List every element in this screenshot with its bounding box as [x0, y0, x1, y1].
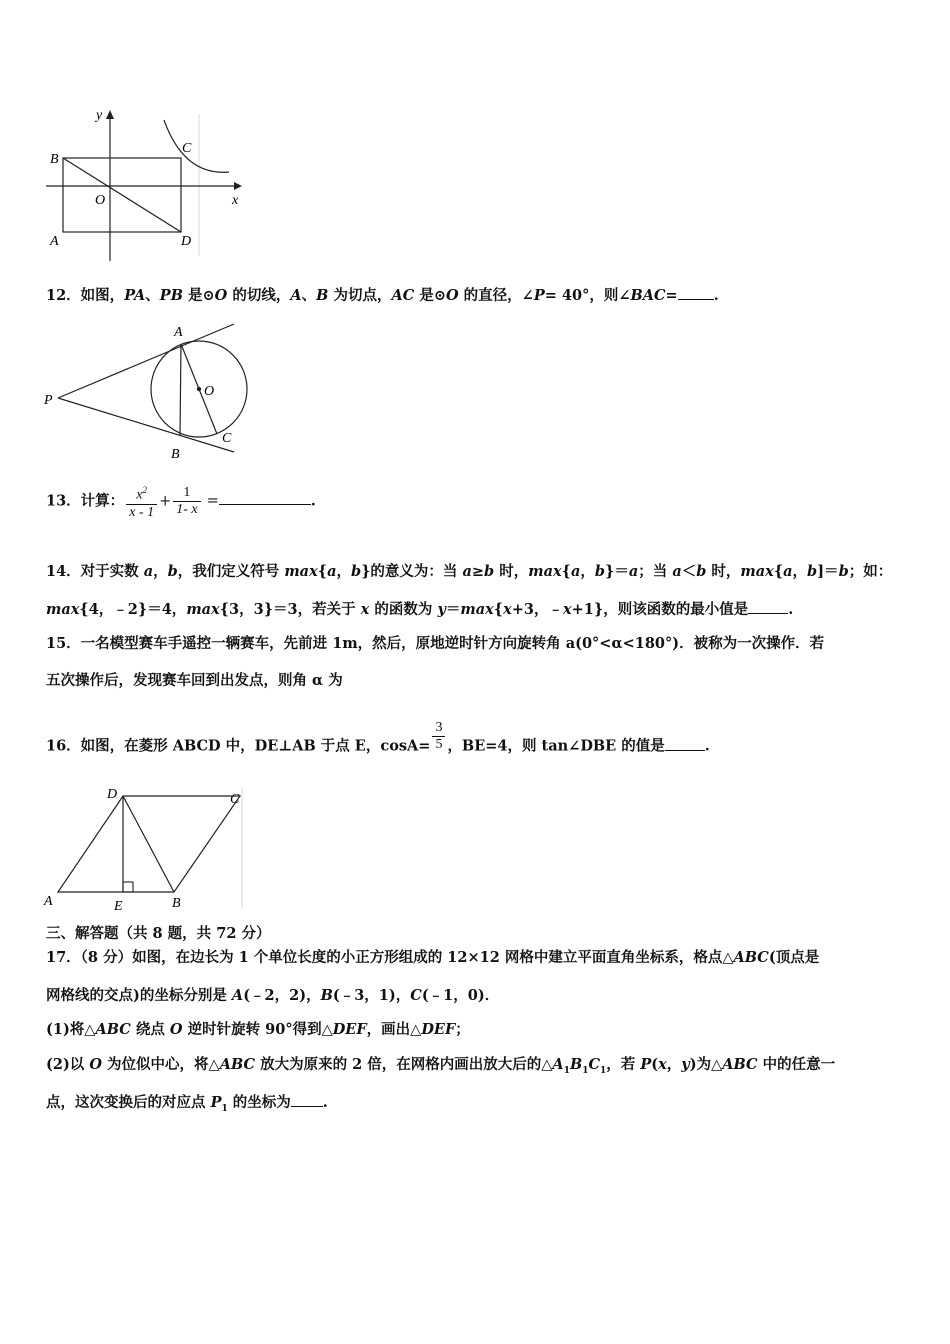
q14.line2-run: max — [186, 601, 220, 618]
q14.line1-run: max — [284, 563, 318, 580]
q17.line3-run: 绕点 — [130, 1021, 170, 1038]
label-x: x — [232, 193, 239, 208]
q14.line2-run: max — [460, 601, 494, 618]
figure-q16 — [42, 783, 247, 913]
q17.line4-run: 1 — [563, 1065, 570, 1076]
q17.line4-run: x — [658, 1056, 667, 1073]
fraction-cos-a: $\frac{3}{5}$ — [432, 720, 445, 753]
q17.line5-run: P — [210, 1094, 222, 1111]
q17.line4-run: ABC — [722, 1056, 758, 1073]
question-15-line-2: 五次操作后，发现赛车回到出发点，则角 α 为 — [46, 672, 343, 689]
answer-blank[interactable] — [678, 285, 714, 300]
q14.line1-run: b — [350, 563, 362, 580]
q14.line1-run: b — [838, 563, 849, 580]
q17.line1-run: 17．（8 分）如图，在边长为 1 个单位长度的小正方形组成的 12×12 网格中建立平面直角坐标系，格点△ — [46, 949, 734, 966]
q17.line4-run: ( — [651, 1056, 659, 1073]
q14.line1-run: 时， — [494, 563, 529, 580]
q14.line1-run: ]＝ — [817, 563, 839, 580]
q17.line4-run: A — [552, 1056, 564, 1073]
q14.line1-run: 时， — [706, 563, 741, 580]
label-a: A — [44, 894, 53, 909]
fraction-1: $\frac{x^2}{x - 1}$ — [126, 482, 157, 521]
q14.line1-run: a — [143, 563, 154, 580]
q14.line2-run: x — [563, 601, 572, 618]
q17.line3-run: ，画出△ — [366, 1021, 422, 1038]
label-o: O — [204, 384, 215, 399]
question-17-line-2 — [46, 986, 499, 1006]
right-angle-mark — [123, 882, 133, 892]
center-point — [197, 387, 201, 391]
q14.line1-run: a — [462, 563, 472, 580]
q14.line1-run: { — [561, 563, 571, 580]
q14.line1-run: ，我们定义符号 — [177, 563, 285, 580]
q17.line4-run: ，若 — [606, 1056, 641, 1073]
q14.line2-run: max — [46, 601, 80, 618]
q17.line2-run: C — [410, 987, 422, 1004]
q17.line4-run: 为位似中心，将△ — [102, 1056, 220, 1073]
section-title: 三、解答题（共 8 题，共 72 分） — [46, 925, 271, 942]
q14.line1-run: 14．对于实数 — [46, 563, 144, 580]
q14.line1-run: b — [167, 563, 178, 580]
label-b: B — [50, 152, 59, 167]
q14.line1-run: a — [327, 563, 337, 580]
diagonal-db — [123, 796, 174, 892]
q14.line1-run: ；当 — [638, 563, 673, 580]
q17.line3-run: DEF — [421, 1021, 456, 1038]
q14.line1-run: b — [807, 563, 818, 580]
q14.line1-run: ， — [153, 563, 168, 580]
question-16: 16．如图，在菱形 ABCD 中，DE⊥AB 于点 E，cosA= $\frac{3}{5}$ ，BE=4，则 tan∠DBE 的值是 . — [46, 720, 710, 755]
q17.line4-run: (2)以 — [46, 1056, 90, 1073]
label-y: y — [96, 108, 103, 123]
chord-ab — [180, 344, 181, 435]
q17.line4-run: 1 — [582, 1065, 589, 1076]
q14.line1-run: b — [594, 563, 606, 580]
q14.line1-run: { — [773, 563, 784, 580]
q17.line5-run: 1 — [221, 1103, 228, 1114]
answer-blank[interactable] — [748, 599, 788, 614]
q17.line4-run: ABC — [219, 1056, 256, 1073]
q14.line1-run: a — [570, 563, 581, 580]
q14.line2-run: {3，3}＝3，若关于 — [219, 601, 361, 618]
label-d: D — [181, 234, 192, 249]
q17.line4-run: y — [681, 1056, 690, 1073]
q14.line2-run: +1}，则该函数的最小值是 — [571, 601, 749, 618]
label-c: C — [230, 792, 240, 807]
label-a: A — [50, 234, 59, 249]
answer-blank[interactable] — [219, 490, 311, 505]
q17.line2-run: A — [231, 987, 244, 1004]
q14.line2-run: ＝ — [445, 601, 461, 618]
label-a: A — [174, 325, 183, 340]
label-b: B — [171, 447, 180, 462]
q14.line2-run: { — [493, 601, 504, 618]
question-14-line-2: max{4，﹣2}＝4，max{3，3}＝3，若关于 x 的函数为 y＝max{x+3，﹣x+1}，则该函数的最小值是 . — [46, 601, 794, 618]
label-p: P — [44, 393, 53, 408]
q17.line3-run: 逆时针旋转 90°得到△ — [182, 1021, 333, 1038]
q14.line2-run: y — [437, 601, 446, 618]
q14.line1-run: max — [528, 563, 562, 580]
question-17-line-4 — [46, 1055, 835, 1081]
q14.line1-run: a — [783, 563, 793, 580]
question-13: 13．计算： $\frac{x^2}{x - 1}$ + $\frac{1}{1- x}$ = . — [46, 482, 316, 521]
q14.line1-run: max — [740, 563, 774, 580]
q14.line2-run: x — [360, 601, 370, 618]
q17.line2-run: (﹣1，0)． — [421, 987, 500, 1004]
tangent-pb — [58, 398, 234, 452]
question-17-line-1 — [46, 948, 819, 968]
q14.line1-run: ≥ — [471, 563, 485, 580]
figure-q12 — [40, 318, 250, 466]
question-12: 12．如图，PA、PB 是⊙O 的切线，A、B 为切点，AC 是⊙O 的直径，∠P= 40°，则∠BAC= . — [46, 287, 719, 304]
label-d: D — [107, 787, 118, 802]
q17.line4-run: P — [640, 1056, 652, 1073]
q17.line3-run: (1)将△ — [46, 1021, 96, 1038]
q14.line2-run: x — [503, 601, 512, 618]
q17.line5-run: 的坐标为 — [227, 1094, 291, 1111]
q14.line2-run: +3，﹣ — [511, 601, 563, 618]
q17.line4-run: )为△ — [689, 1056, 723, 1073]
question-17-line-3 — [46, 1020, 470, 1040]
q14.line1-run: ， — [580, 563, 595, 580]
label-o: O — [95, 193, 106, 208]
q17.line4-run: O — [89, 1056, 102, 1073]
q14.line1-run: ＜ — [681, 563, 697, 580]
q17.line2-run: (﹣2，2)， — [243, 987, 321, 1004]
q14.line1-run: a — [628, 563, 639, 580]
q17.line4-run: C — [588, 1056, 601, 1073]
question-17-line-5: 点，这次变换后的对应点 $P_1$ 的坐标为 . — [46, 1094, 328, 1114]
label-c: C — [182, 141, 192, 156]
q17.line1-run: ABC — [733, 949, 769, 966]
q14.line1-run: }＝ — [605, 563, 629, 580]
q14.line1-run: { — [317, 563, 328, 580]
q17.line1-run: (顶点是 — [768, 949, 820, 966]
q17.line3-run: O — [169, 1021, 183, 1038]
q17.line3-run: DEF — [332, 1021, 367, 1038]
q14.line1-run: ， — [336, 563, 351, 580]
label-b: B — [172, 896, 181, 911]
q14.line1-run: }的意义为：当 — [361, 563, 463, 580]
q14.line1-run: b — [484, 563, 495, 580]
label-e: E — [114, 899, 123, 913]
figure-q11 — [44, 106, 244, 266]
q17.line2-run: 网格线的交点)的坐标分别是 — [46, 987, 232, 1004]
q17.line4-run: 中的任意一 — [757, 1056, 836, 1073]
q14.line1-run: ；如： — [848, 563, 893, 580]
answer-blank[interactable] — [665, 736, 705, 751]
q17.line2-run: (﹣3，1)， — [332, 987, 411, 1004]
q17.line2-run: B — [320, 987, 333, 1004]
question-15-line-1: 15．一名模型赛车手遥控一辆赛车，先前进 1m，然后，原地逆时针方向旋转角 a(0°<α<180°)．被称为一次操作．若 — [46, 635, 825, 652]
answer-blank[interactable] — [291, 1092, 323, 1107]
question-14-line-1 — [46, 562, 892, 582]
q14.line1-run: b — [696, 563, 707, 580]
fraction-2: $\frac{1}{1- x}$ — [173, 485, 200, 518]
q17.line3-run: ABC — [95, 1021, 131, 1038]
q14.line2-run: {4，﹣2}＝4， — [79, 601, 187, 618]
q17.line3-run: ； — [455, 1021, 470, 1038]
q14.line1-run: ， — [792, 563, 808, 580]
q14.line1-run: a — [672, 563, 682, 580]
q17.line4-run: 放大为原来的 2 倍，在网格内画出放大后的△ — [255, 1056, 553, 1073]
q17.line4-run: 1 — [600, 1065, 607, 1076]
q17.line4-run: ， — [666, 1056, 682, 1073]
label-c: C — [222, 431, 232, 446]
q14.line2-run: 的函数为 — [369, 601, 438, 618]
q17.line4-run: B — [569, 1056, 583, 1073]
q17.line5-run: 点，这次变换后的对应点 — [46, 1094, 211, 1111]
